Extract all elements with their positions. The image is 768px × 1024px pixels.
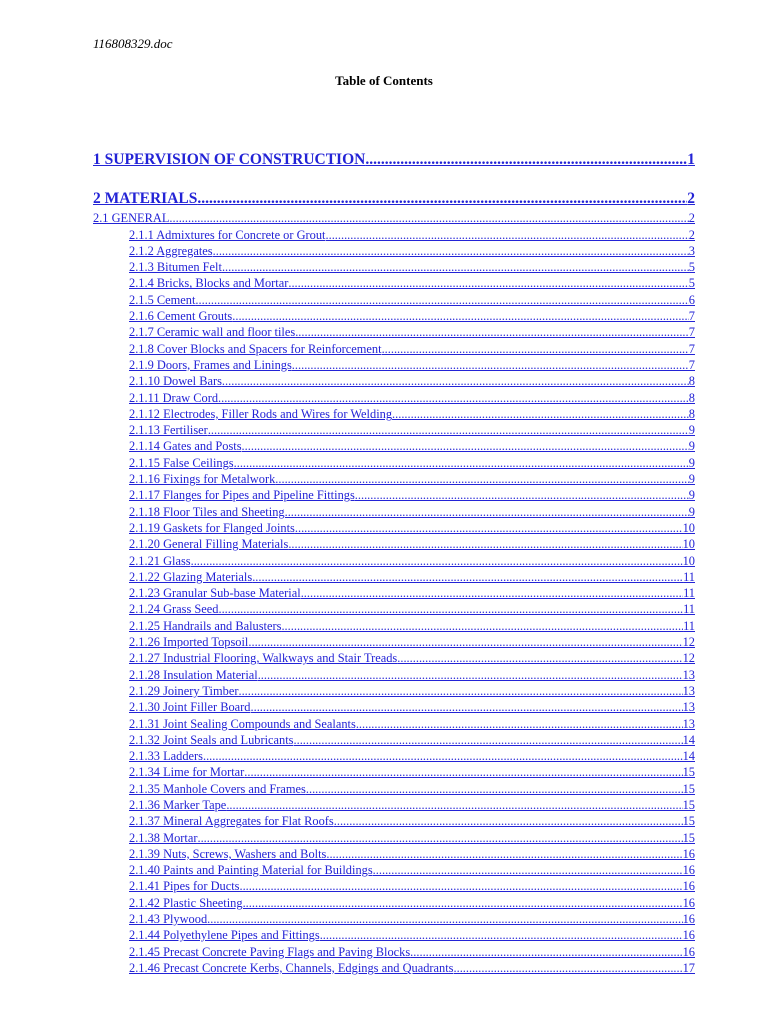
toc-entry-page: 13 (682, 700, 695, 715)
toc-entry-label: 2.1.16 Fixings for Metalwork (129, 472, 276, 487)
dot-leader (218, 391, 689, 406)
dot-leader (392, 407, 689, 422)
toc-entry-label: 2.1.13 Fertiliser (129, 423, 208, 438)
dot-leader (320, 928, 683, 943)
toc-entry-page: 8 (688, 374, 695, 389)
toc-entry-page: 16 (682, 863, 695, 878)
toc-entry-page: 15 (682, 781, 695, 796)
toc-entry-page: 9 (688, 472, 695, 487)
toc-entry-label: 2.1.2 Aggregates (129, 243, 213, 258)
toc-entry-page: 11 (683, 602, 695, 617)
toc-entry-label: 2.1.15 False Ceilings (129, 455, 234, 470)
toc-subsection-link[interactable] (93, 748, 695, 764)
toc-entry-page: 16 (682, 944, 695, 959)
toc-subsection-link[interactable] (93, 617, 695, 633)
dot-leader (288, 276, 688, 291)
toc-subsection-link[interactable] (93, 373, 695, 389)
dot-leader (326, 228, 689, 243)
toc-entry-label: 2.1.20 General Filling Materials (129, 537, 289, 552)
toc-subsection-link[interactable] (93, 340, 695, 356)
toc-entry-page: 16 (682, 895, 695, 910)
toc-subsection-link[interactable] (93, 699, 695, 715)
toc-entry-page: 11 (683, 569, 695, 584)
toc-entry-label: 2.1.41 Pipes for Ducts (129, 879, 240, 894)
toc-entry-page: 11 (683, 586, 695, 601)
toc-entry-label: 2.1.17 Flanges for Pipes and Pipeline Fittings (129, 488, 355, 503)
toc-entry-label: 2.1.14 Gates and Posts (129, 439, 242, 454)
toc-entry-page: 10 (682, 520, 695, 535)
toc-entry-label: 2.1.46 Precast Concrete Kerbs, Channels, Edgings and Quadrants (129, 960, 454, 975)
toc-title: Table of Contents (335, 73, 433, 88)
toc-subsection-link[interactable] (93, 813, 695, 829)
dot-leader (355, 488, 689, 503)
toc-entry-label: 2.1.5 Cement (129, 292, 196, 307)
toc-subsection-link[interactable] (93, 829, 695, 845)
toc-subsection-link[interactable] (93, 406, 695, 422)
toc-entry-page: 12 (682, 651, 695, 666)
toc-section-general-link[interactable] (93, 210, 695, 226)
document-filename: 116808329.doc (93, 36, 173, 51)
dot-leader (232, 309, 689, 324)
dot-leader (252, 570, 683, 585)
dot-leader (281, 619, 683, 634)
dot-leader (306, 782, 683, 797)
toc-entry-page: 16 (682, 846, 695, 861)
toc-entry-label: 2.1.21 Glass (129, 553, 191, 568)
toc-entry-label: 2.1.10 Dowel Bars (129, 374, 222, 389)
dot-leader (356, 717, 683, 732)
toc-entry-page: 7 (688, 309, 695, 324)
toc-entry-label: 2.1.34 Lime for Mortar (129, 765, 245, 780)
toc-subsection-link[interactable] (93, 487, 695, 503)
toc-subsection-link[interactable] (93, 797, 695, 813)
toc-entry-label: 2.1.9 Doors, Frames and Linings (129, 357, 292, 372)
toc-entry-label: 1 SUPERVISION OF CONSTRUCTION (93, 151, 366, 168)
toc-entry-label: 2.1.35 Manhole Covers and Frames (129, 781, 306, 796)
toc-subsection-link[interactable] (93, 275, 695, 291)
dot-leader (288, 537, 682, 552)
toc-subsection-list (93, 226, 695, 976)
toc-entry-label: 2.1.19 Gaskets for Flanged Joints (129, 520, 295, 535)
toc-subsection-link[interactable] (93, 601, 695, 617)
toc-entry-label: 2.1.24 Grass Seed (129, 602, 219, 617)
dot-leader (275, 472, 689, 487)
toc-entry-page: 17 (682, 960, 695, 975)
dot-leader (203, 749, 683, 764)
dot-leader (295, 521, 683, 536)
toc-entry-page: 11 (683, 618, 695, 633)
toc-entry-label: 2.1.31 Joint Sealing Compounds and Sealants (129, 716, 356, 731)
dot-leader (410, 945, 682, 960)
toc-entry-page: 15 (682, 765, 695, 780)
dot-leader (242, 439, 689, 454)
toc-subsection-link[interactable] (93, 732, 695, 748)
toc-entry-page: 2 (687, 190, 695, 207)
toc-entry-page: 1 (687, 151, 695, 168)
toc-entry-page: 9 (688, 504, 695, 519)
toc-entry-page: 12 (682, 635, 695, 650)
toc-subsection-link[interactable] (93, 226, 695, 242)
toc-entry-label: 2.1.7 Ceramic wall and floor tiles (129, 325, 296, 340)
toc-entry-page: 15 (682, 830, 695, 845)
toc-entry-page: 14 (682, 732, 695, 747)
toc-entry-label: 2.1.44 Polyethylene Pipes and Fittings (129, 928, 320, 943)
toc-entry-label: 2.1 GENERAL (93, 211, 170, 226)
toc-subsection-link[interactable] (93, 715, 695, 731)
toc-entry-page: 10 (682, 537, 695, 552)
toc-subsection-link[interactable] (93, 846, 695, 862)
toc-entry-label: 2.1.38 Mortar (129, 830, 198, 845)
toc-subsection-link[interactable] (93, 324, 695, 340)
toc-entry-page: 8 (688, 390, 695, 405)
toc-entry-page: 9 (688, 423, 695, 438)
dot-leader (243, 896, 683, 911)
dot-leader (248, 635, 682, 650)
toc-entry-page: 2 (688, 227, 695, 242)
toc-entry-label: 2.1.3 Bitumen Felt (129, 260, 222, 275)
toc-subsection-link[interactable] (93, 552, 695, 568)
toc-entry-label: 2.1.28 Insulation Material (129, 667, 258, 682)
dot-leader (208, 423, 689, 438)
dot-leader (195, 293, 688, 308)
toc-entry-label: 2.1.43 Plywood (129, 912, 208, 927)
toc-entry-page: 13 (682, 716, 695, 731)
toc-entry-label: 2.1.12 Electrodes, Filler Rods and Wires for Welding (129, 406, 393, 421)
dot-leader (295, 325, 689, 340)
toc-subsection-link[interactable] (93, 569, 695, 585)
toc-entry-label: 2.1.30 Joint Filler Board (129, 700, 251, 715)
toc-subsection-link[interactable] (93, 471, 695, 487)
toc-entry-label: 2.1.4 Bricks, Blocks and Mortar (129, 276, 289, 291)
toc-subsection-link[interactable] (93, 357, 695, 373)
toc-subsection-link[interactable] (93, 666, 695, 682)
toc-entry-page: 16 (682, 928, 695, 943)
toc-entry-page: 13 (682, 667, 695, 682)
dot-leader (285, 505, 689, 520)
toc-entry-label: 2 MATERIALS (93, 190, 198, 207)
toc-chapter-2-link[interactable] (93, 186, 695, 208)
table-of-contents (93, 147, 695, 976)
toc-subsection-link[interactable] (93, 894, 695, 910)
dot-leader (294, 733, 683, 748)
toc-chapter-1-link[interactable] (93, 147, 695, 169)
toc-entry-label: 2.1.27 Industrial Flooring, Walkways and Stair Treads (129, 651, 398, 666)
toc-subsection-link[interactable] (93, 911, 695, 927)
toc-entry-label: 2.1.33 Ladders (129, 749, 203, 764)
toc-subsection-link[interactable] (93, 389, 695, 405)
dot-leader (258, 668, 683, 683)
dot-leader (222, 260, 689, 275)
toc-entry-page: 5 (688, 260, 695, 275)
toc-entry-label: 2.1.23 Granular Sub-base Material (129, 586, 301, 601)
toc-subsection-link[interactable] (93, 536, 695, 552)
toc-subsection-link[interactable] (93, 960, 695, 976)
toc-entry-page: 9 (688, 439, 695, 454)
dot-leader (226, 798, 682, 813)
toc-subsection-link[interactable] (93, 634, 695, 650)
toc-entry-label: 2.1.39 Nuts, Screws, Washers and Bolts (129, 846, 327, 861)
dot-leader (218, 602, 683, 617)
dot-leader (397, 651, 682, 666)
toc-entry-page: 7 (688, 357, 695, 372)
toc-entry-label: 2.1.18 Floor Tiles and Sheeting (129, 504, 285, 519)
toc-subsection-link[interactable] (93, 259, 695, 275)
toc-entry-label: 2.1.22 Glazing Materials (129, 569, 253, 584)
toc-subsection-link[interactable] (93, 878, 695, 894)
toc-subsection-link[interactable] (93, 927, 695, 943)
dot-leader (244, 765, 682, 780)
toc-entry-label: 2.1.6 Cement Grouts (129, 309, 233, 324)
toc-subsection-link[interactable] (93, 291, 695, 307)
toc-entry-page: 6 (688, 292, 695, 307)
toc-subsection-link[interactable] (93, 650, 695, 666)
dot-leader (239, 879, 682, 894)
toc-entry-page: 5 (688, 276, 695, 291)
dot-leader (326, 847, 682, 862)
toc-subsection-link[interactable] (93, 308, 695, 324)
dot-leader (373, 863, 683, 878)
toc-entry-page: 10 (682, 553, 695, 568)
toc-subsection-link[interactable] (93, 454, 695, 470)
toc-entry-page: 2 (688, 211, 695, 226)
toc-entry-page: 13 (682, 683, 695, 698)
dot-leader (169, 211, 688, 226)
toc-entry-page: 9 (688, 488, 695, 503)
toc-entry-page: 14 (682, 749, 695, 764)
dot-leader (197, 831, 682, 846)
toc-subsection-link[interactable] (93, 862, 695, 878)
toc-subsection-link[interactable] (93, 422, 695, 438)
dot-leader (365, 151, 687, 169)
toc-subsection-link[interactable] (93, 683, 695, 699)
dot-leader (191, 554, 683, 569)
dot-leader (207, 912, 682, 927)
toc-entry-page: 15 (682, 797, 695, 812)
toc-entry-label: 2.1.42 Plastic Sheeting (129, 895, 243, 910)
toc-entry-page: 7 (688, 325, 695, 340)
dot-leader (213, 244, 689, 259)
toc-subsection-link[interactable] (93, 780, 695, 796)
toc-entry-label: 2.1.1 Admixtures for Concrete or Grout (129, 227, 326, 242)
dot-leader (454, 961, 683, 976)
toc-subsection-link[interactable] (93, 243, 695, 259)
toc-subsection-link[interactable] (93, 585, 695, 601)
dot-leader (301, 586, 683, 601)
dot-leader (334, 814, 683, 829)
toc-entry-page: 7 (688, 341, 695, 356)
toc-subsection-link[interactable] (93, 764, 695, 780)
dot-leader (238, 684, 682, 699)
dot-leader (251, 700, 683, 715)
toc-entry-label: 2.1.45 Precast Concrete Paving Flags and Paving Blocks (129, 944, 411, 959)
dot-leader (197, 190, 687, 208)
toc-entry-label: 2.1.36 Marker Tape (129, 797, 227, 812)
dot-leader (222, 374, 689, 389)
toc-entry-page: 16 (682, 912, 695, 927)
toc-subsection-link[interactable] (93, 503, 695, 519)
toc-entry-page: 3 (688, 243, 695, 258)
toc-entry-page: 16 (682, 879, 695, 894)
toc-entry-label: 2.1.8 Cover Blocks and Spacers for Reinforcement (129, 341, 382, 356)
dot-leader (382, 342, 689, 357)
toc-entry-page: 8 (688, 406, 695, 421)
toc-entry-page: 9 (688, 455, 695, 470)
toc-entry-label: 2.1.37 Mineral Aggregates for Flat Roofs (129, 814, 334, 829)
toc-entry-label: 2.1.25 Handrails and Balusters (129, 618, 282, 633)
toc-entry-page: 15 (682, 814, 695, 829)
toc-entry-label: 2.1.32 Joint Seals and Lubricants (129, 732, 294, 747)
dot-leader (234, 456, 689, 471)
toc-subsection-link[interactable] (93, 943, 695, 959)
toc-entry-label: 2.1.26 Imported Topsoil (129, 635, 249, 650)
toc-subsection-link[interactable] (93, 438, 695, 454)
toc-entry-label: 2.1.11 Draw Cord (129, 390, 219, 405)
dot-leader (292, 358, 689, 373)
toc-entry-label: 2.1.29 Joinery Timber (129, 683, 239, 698)
toc-entry-label: 2.1.40 Paints and Painting Material for Buildings (129, 863, 373, 878)
toc-subsection-link[interactable] (93, 520, 695, 536)
